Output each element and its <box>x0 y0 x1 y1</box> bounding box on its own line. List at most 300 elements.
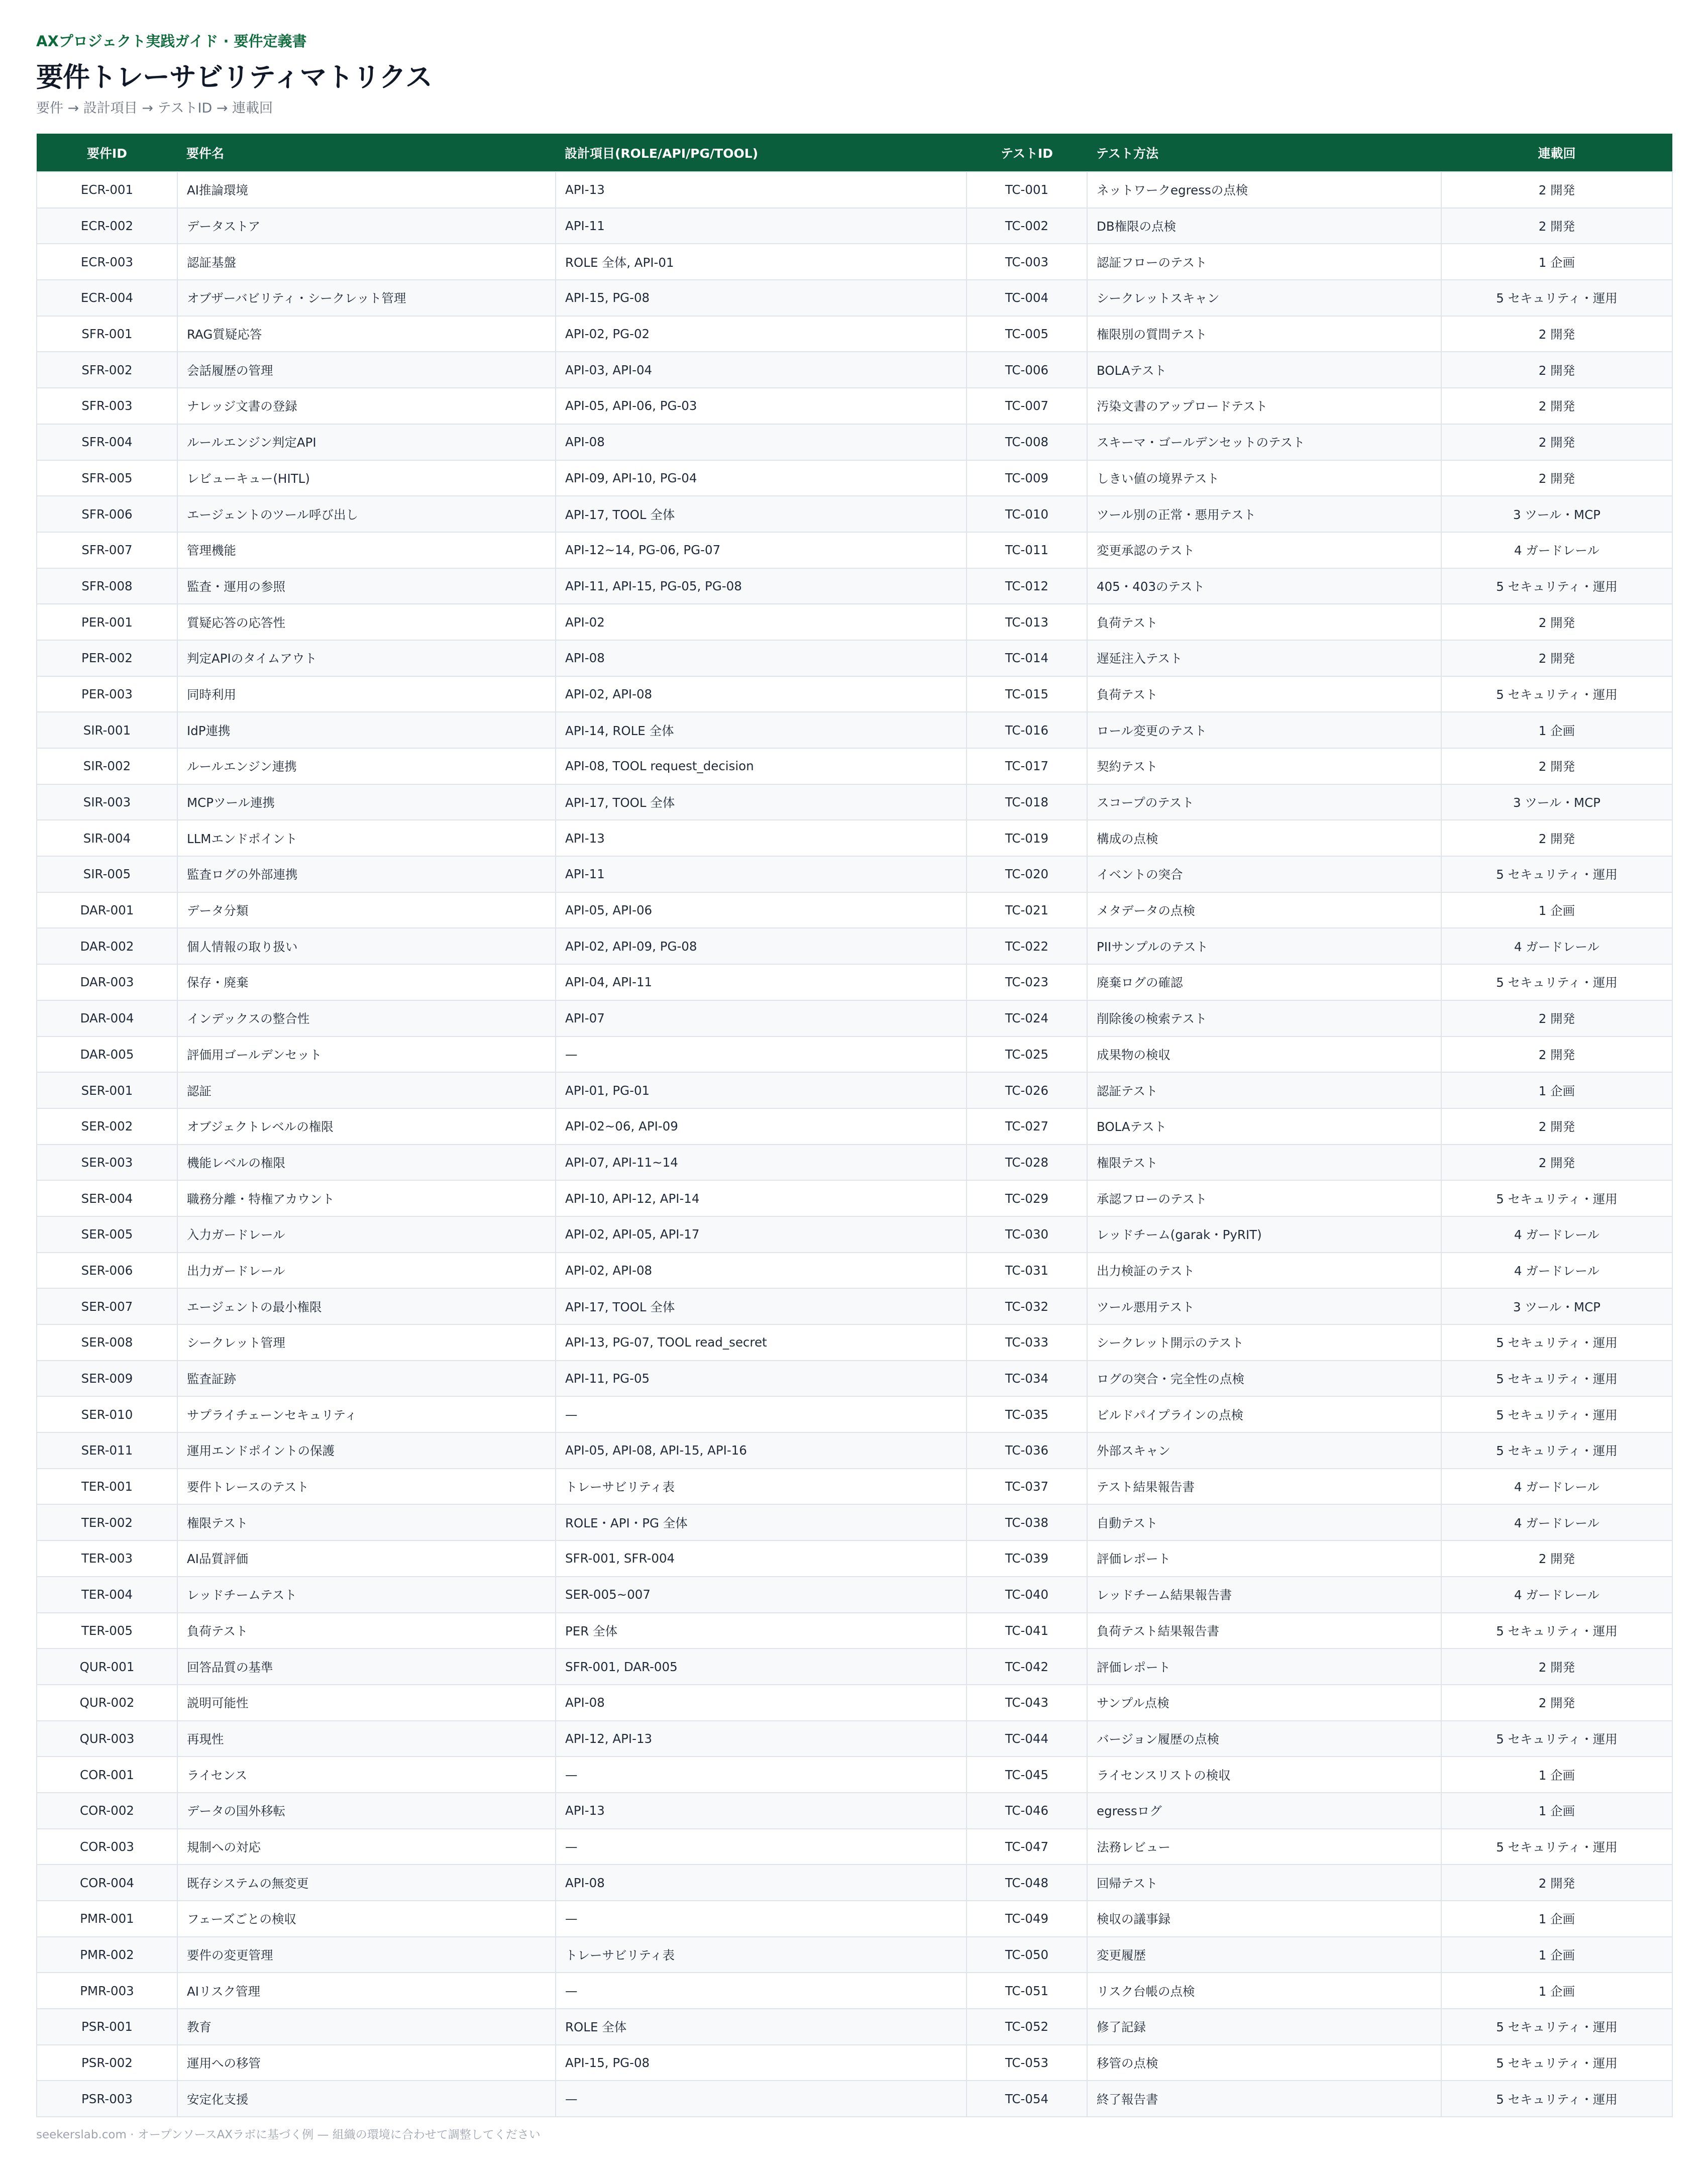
test-id-cell: TC-049 <box>967 1901 1087 1937</box>
design-items-cell: API-12, API-13 <box>556 1721 967 1757</box>
series-part-cell: 4 ガードレール <box>1441 928 1672 964</box>
design-items-cell: API-14, ROLE 全体 <box>556 712 967 748</box>
requirement-name-cell: AI品質評価 <box>177 1540 556 1577</box>
test-id-cell: TC-011 <box>967 532 1087 568</box>
table-row <box>37 2045 1672 2081</box>
column-header-requirement-id: 要件ID <box>86 146 128 161</box>
test-method-cell: 検収の議事録 <box>1087 1901 1441 1937</box>
series-part-cell: 4 ガードレール <box>1441 1504 1672 1540</box>
requirement-name-cell: AIリスク管理 <box>177 1973 556 2009</box>
requirement-id-cell: SIR-001 <box>37 712 177 748</box>
table-row <box>37 928 1672 964</box>
test-method-cell: 廃棄ログの確認 <box>1087 964 1441 1000</box>
table-row <box>37 1577 1672 1613</box>
series-part-cell: 2 開発 <box>1441 1145 1672 1181</box>
test-id-cell: TC-012 <box>967 568 1087 604</box>
test-id-cell: TC-044 <box>967 1721 1087 1757</box>
requirement-name-cell: 認証 <box>177 1072 556 1108</box>
table-row <box>37 1540 1672 1577</box>
design-items-cell: トレーサビリティ表 <box>556 1937 967 1973</box>
requirement-id-cell: TER-004 <box>37 1577 177 1613</box>
test-method-cell: 出力検証のテスト <box>1087 1253 1441 1289</box>
test-id-cell: TC-027 <box>967 1108 1087 1145</box>
requirement-id-cell: PER-001 <box>37 604 177 640</box>
table-row <box>37 892 1672 928</box>
requirement-id-cell: PMR-002 <box>37 1937 177 1973</box>
table-row <box>37 712 1672 748</box>
design-items-cell: — <box>556 1901 967 1937</box>
requirement-name-cell: フェーズごとの検収 <box>177 1901 556 1937</box>
series-part-cell: 4 ガードレール <box>1441 1253 1672 1289</box>
requirement-name-cell: ナレッジ文書の登録 <box>177 388 556 424</box>
requirement-id-cell: SER-002 <box>37 1108 177 1145</box>
series-part-cell: 5 セキュリティ・運用 <box>1441 856 1672 892</box>
requirement-id-cell: SER-008 <box>37 1324 177 1361</box>
test-method-cell: 負荷テスト結果報告書 <box>1087 1613 1441 1649</box>
column-header-series-part: 連載回 <box>1538 146 1576 161</box>
table-row <box>37 1721 1672 1757</box>
requirement-name-cell: オブジェクトレベルの権限 <box>177 1108 556 1145</box>
table-row <box>37 1757 1672 1793</box>
series-part-cell: 2 開発 <box>1441 208 1672 244</box>
requirement-id-cell: SFR-003 <box>37 388 177 424</box>
requirement-id-cell: COR-004 <box>37 1865 177 1901</box>
requirement-name-cell: 運用エンドポイントの保護 <box>177 1432 556 1469</box>
requirement-name-cell: 運用への移管 <box>177 2045 556 2081</box>
requirement-id-cell: SER-001 <box>37 1072 177 1108</box>
requirement-name-cell: データの国外移転 <box>177 1793 556 1829</box>
requirement-id-cell: TER-005 <box>37 1613 177 1649</box>
page-title: 要件トレーサビリティマトリクス <box>36 61 432 93</box>
series-part-cell: 2 開発 <box>1441 1648 1672 1685</box>
test-id-cell: TC-005 <box>967 316 1087 352</box>
document <box>36 31 1672 2107</box>
requirement-id-cell: DAR-005 <box>37 1037 177 1073</box>
requirement-id-cell: PSR-002 <box>37 2045 177 2081</box>
requirement-name-cell: 安定化支援 <box>177 2081 556 2117</box>
column-header-design-items: 設計項目(ROLE/API/PG/TOOL) <box>565 146 759 161</box>
table-row <box>37 280 1672 316</box>
test-id-cell: TC-047 <box>967 1829 1087 1865</box>
requirement-name-cell: MCPツール連携 <box>177 784 556 820</box>
design-items-cell: API-08 <box>556 424 967 460</box>
design-items-cell: API-12~14, PG-06, PG-07 <box>556 532 967 568</box>
table-row <box>37 496 1672 532</box>
test-id-cell: TC-036 <box>967 1432 1087 1469</box>
table-row <box>37 1973 1672 2009</box>
series-part-cell: 1 企画 <box>1441 1072 1672 1108</box>
requirement-name-cell: 教育 <box>177 2009 556 2045</box>
series-part-cell: 5 セキュリティ・運用 <box>1441 2009 1672 2045</box>
test-id-cell: TC-029 <box>967 1180 1087 1216</box>
series-part-cell: 5 セキュリティ・運用 <box>1441 676 1672 712</box>
design-items-cell: SFR-001, SFR-004 <box>556 1540 967 1577</box>
design-items-cell: API-17, TOOL 全体 <box>556 784 967 820</box>
test-method-cell: 405・403のテスト <box>1087 568 1441 604</box>
design-items-cell: — <box>556 1973 967 2009</box>
table-row <box>37 1685 1672 1721</box>
test-method-cell: ログの突合・完全性の点検 <box>1087 1361 1441 1397</box>
table-row <box>37 1180 1672 1216</box>
test-method-cell: 回帰テスト <box>1087 1865 1441 1901</box>
table-row <box>37 172 1672 208</box>
design-items-cell: SER-005~007 <box>556 1577 967 1613</box>
test-method-cell: 移管の点検 <box>1087 2045 1441 2081</box>
test-method-cell: 修了記録 <box>1087 2009 1441 2045</box>
test-method-cell: DB権限の点検 <box>1087 208 1441 244</box>
table-row <box>37 640 1672 676</box>
table-row <box>37 1037 1672 1073</box>
design-items-cell: API-11 <box>556 208 967 244</box>
requirement-id-cell: TER-002 <box>37 1504 177 1540</box>
design-items-cell: API-09, API-10, PG-04 <box>556 460 967 496</box>
requirement-name-cell: シークレット管理 <box>177 1324 556 1361</box>
document-series-label: AXプロジェクト実践ガイド · 要件定義書 <box>36 33 307 50</box>
test-id-cell: TC-001 <box>967 172 1087 208</box>
test-id-cell: TC-016 <box>967 712 1087 748</box>
design-items-cell: PER 全体 <box>556 1613 967 1649</box>
design-items-cell: API-17, TOOL 全体 <box>556 1288 967 1324</box>
requirement-id-cell: QUR-003 <box>37 1721 177 1757</box>
requirement-name-cell: 会話履歴の管理 <box>177 352 556 388</box>
design-items-cell: API-02, API-08 <box>556 676 967 712</box>
requirement-id-cell: SIR-005 <box>37 856 177 892</box>
requirement-name-cell: 判定APIのタイムアウト <box>177 640 556 676</box>
requirement-id-cell: SER-007 <box>37 1288 177 1324</box>
requirement-name-cell: ルールエンジン判定API <box>177 424 556 460</box>
table-row <box>37 1865 1672 1901</box>
table-row <box>37 1469 1672 1505</box>
design-items-cell: API-10, API-12, API-14 <box>556 1180 967 1216</box>
requirement-name-cell: IdP連携 <box>177 712 556 748</box>
requirement-name-cell: 評価用ゴールデンセット <box>177 1037 556 1073</box>
table-row <box>37 1288 1672 1324</box>
test-id-cell: TC-002 <box>967 208 1087 244</box>
column-header-test-method: テスト方法 <box>1096 146 1159 161</box>
test-method-cell: egressログ <box>1087 1793 1441 1829</box>
series-part-cell: 5 セキュリティ・運用 <box>1441 964 1672 1000</box>
traceability-table <box>36 134 1673 2117</box>
series-part-cell: 1 企画 <box>1441 1937 1672 1973</box>
requirement-name-cell: サプライチェーンセキュリティ <box>177 1396 556 1432</box>
requirement-name-cell: ルールエンジン連携 <box>177 748 556 784</box>
design-items-cell: API-08, TOOL request_decision <box>556 748 967 784</box>
test-id-cell: TC-051 <box>967 1973 1087 2009</box>
requirement-id-cell: TER-001 <box>37 1469 177 1505</box>
design-items-cell: ROLE・API・PG 全体 <box>556 1504 967 1540</box>
series-part-cell: 1 企画 <box>1441 1901 1672 1937</box>
test-method-cell: 汚染文書のアップロードテスト <box>1087 388 1441 424</box>
test-method-cell: しきい値の境界テスト <box>1087 460 1441 496</box>
series-part-cell: 2 開発 <box>1441 1685 1672 1721</box>
requirement-name-cell: 入力ガードレール <box>177 1216 556 1253</box>
series-part-cell: 1 企画 <box>1441 712 1672 748</box>
test-id-cell: TC-037 <box>967 1469 1087 1505</box>
series-part-cell: 1 企画 <box>1441 892 1672 928</box>
design-items-cell: API-07 <box>556 1000 967 1037</box>
test-id-cell: TC-024 <box>967 1000 1087 1037</box>
test-method-cell: 構成の点検 <box>1087 820 1441 856</box>
test-method-cell: 負荷テスト <box>1087 676 1441 712</box>
requirement-name-cell: 保存・廃棄 <box>177 964 556 1000</box>
series-part-cell: 1 企画 <box>1441 1973 1672 2009</box>
test-id-cell: TC-010 <box>967 496 1087 532</box>
requirement-id-cell: SFR-004 <box>37 424 177 460</box>
requirement-name-cell: レッドチームテスト <box>177 1577 556 1613</box>
test-id-cell: TC-052 <box>967 2009 1087 2045</box>
requirement-id-cell: SFR-005 <box>37 460 177 496</box>
test-id-cell: TC-034 <box>967 1361 1087 1397</box>
requirement-name-cell: 個人情報の取り扱い <box>177 928 556 964</box>
design-items-cell: — <box>556 2081 967 2117</box>
table-row <box>37 1504 1672 1540</box>
series-part-cell: 5 セキュリティ・運用 <box>1441 1829 1672 1865</box>
test-method-cell: スキーマ・ゴールデンセットのテスト <box>1087 424 1441 460</box>
table-row <box>37 1396 1672 1432</box>
table-row <box>37 2009 1672 2045</box>
design-items-cell: API-17, TOOL 全体 <box>556 496 967 532</box>
test-method-cell: 自動テスト <box>1087 1504 1441 1540</box>
requirement-name-cell: 認証基盤 <box>177 244 556 280</box>
series-part-cell: 2 開発 <box>1441 388 1672 424</box>
requirement-id-cell: SER-005 <box>37 1216 177 1253</box>
requirement-id-cell: SFR-007 <box>37 532 177 568</box>
requirement-id-cell: QUR-001 <box>37 1648 177 1685</box>
requirement-name-cell: RAG質疑応答 <box>177 316 556 352</box>
design-items-cell: — <box>556 1396 967 1432</box>
test-method-cell: 評価レポート <box>1087 1648 1441 1685</box>
table-row <box>37 1901 1672 1937</box>
design-items-cell: API-07, API-11~14 <box>556 1145 967 1181</box>
table-row <box>37 532 1672 568</box>
table-row <box>37 1253 1672 1289</box>
requirement-id-cell: SFR-001 <box>37 316 177 352</box>
requirement-name-cell: 同時利用 <box>177 676 556 712</box>
test-method-cell: シークレット開示のテスト <box>1087 1324 1441 1361</box>
requirement-id-cell: SFR-006 <box>37 496 177 532</box>
design-items-cell: API-13 <box>556 172 967 208</box>
design-items-cell: API-11 <box>556 856 967 892</box>
design-items-cell: API-15, PG-08 <box>556 280 967 316</box>
test-method-cell: サンプル点検 <box>1087 1685 1441 1721</box>
requirement-name-cell: 要件トレースのテスト <box>177 1469 556 1505</box>
test-id-cell: TC-021 <box>967 892 1087 928</box>
test-method-cell: ロール変更のテスト <box>1087 712 1441 748</box>
test-id-cell: TC-045 <box>967 1757 1087 1793</box>
test-id-cell: TC-038 <box>967 1504 1087 1540</box>
requirement-name-cell: 再現性 <box>177 1721 556 1757</box>
test-id-cell: TC-033 <box>967 1324 1087 1361</box>
series-part-cell: 5 セキュリティ・運用 <box>1441 1721 1672 1757</box>
design-items-cell: — <box>556 1037 967 1073</box>
requirement-id-cell: SFR-002 <box>37 352 177 388</box>
table-row <box>37 1108 1672 1145</box>
test-method-cell: 認証フローのテスト <box>1087 244 1441 280</box>
test-method-cell: ツール別の正常・悪用テスト <box>1087 496 1441 532</box>
test-method-cell: リスク台帳の点検 <box>1087 1973 1441 2009</box>
series-part-cell: 5 セキュリティ・運用 <box>1441 1613 1672 1649</box>
series-part-cell: 2 開発 <box>1441 316 1672 352</box>
design-items-cell: API-02 <box>556 604 967 640</box>
table-row <box>37 604 1672 640</box>
test-method-cell: メタデータの点検 <box>1087 892 1441 928</box>
test-method-cell: テスト結果報告書 <box>1087 1469 1441 1505</box>
table-row <box>37 676 1672 712</box>
requirement-id-cell: PER-003 <box>37 676 177 712</box>
design-items-cell: SFR-001, DAR-005 <box>556 1648 967 1685</box>
test-id-cell: TC-004 <box>967 280 1087 316</box>
test-id-cell: TC-032 <box>967 1288 1087 1324</box>
table-row <box>37 1937 1672 1973</box>
table-row <box>37 748 1672 784</box>
test-method-cell: 権限別の質問テスト <box>1087 316 1441 352</box>
requirement-name-cell: 要件の変更管理 <box>177 1937 556 1973</box>
requirement-name-cell: 既存システムの無変更 <box>177 1865 556 1901</box>
requirement-id-cell: SFR-008 <box>37 568 177 604</box>
test-method-cell: 認証テスト <box>1087 1072 1441 1108</box>
requirement-name-cell: レビューキュー(HITL) <box>177 460 556 496</box>
requirement-name-cell: データ分類 <box>177 892 556 928</box>
series-part-cell: 4 ガードレール <box>1441 1216 1672 1253</box>
series-part-cell: 4 ガードレール <box>1441 1469 1672 1505</box>
requirement-id-cell: TER-003 <box>37 1540 177 1577</box>
test-method-cell: BOLAテスト <box>1087 1108 1441 1145</box>
requirement-name-cell: 監査・運用の参照 <box>177 568 556 604</box>
design-items-cell: API-11, PG-05 <box>556 1361 967 1397</box>
design-items-cell: API-03, API-04 <box>556 352 967 388</box>
design-items-cell: API-13 <box>556 1793 967 1829</box>
series-part-cell: 5 セキュリティ・運用 <box>1441 2081 1672 2117</box>
design-items-cell: API-08 <box>556 1865 967 1901</box>
series-part-cell: 5 セキュリティ・運用 <box>1441 1396 1672 1432</box>
table-row <box>37 1324 1672 1361</box>
table-row <box>37 424 1672 460</box>
table-row <box>37 856 1672 892</box>
test-id-cell: TC-022 <box>967 928 1087 964</box>
design-items-cell: API-02, PG-02 <box>556 316 967 352</box>
series-part-cell: 2 開発 <box>1441 1108 1672 1145</box>
test-id-cell: TC-035 <box>967 1396 1087 1432</box>
test-method-cell: バージョン履歴の点検 <box>1087 1721 1441 1757</box>
requirement-name-cell: 回答品質の基準 <box>177 1648 556 1685</box>
footer-note: seekerslab.com · オープンソースAXラボに基づく例 — 組織の環境に合わせて調整してください <box>36 2128 541 2141</box>
requirement-id-cell: DAR-004 <box>37 1000 177 1037</box>
design-items-cell: API-05, API-06 <box>556 892 967 928</box>
requirement-name-cell: インデックスの整合性 <box>177 1000 556 1037</box>
requirement-id-cell: SER-003 <box>37 1145 177 1181</box>
test-method-cell: BOLAテスト <box>1087 352 1441 388</box>
design-items-cell: API-01, PG-01 <box>556 1072 967 1108</box>
table-row <box>37 1613 1672 1649</box>
series-part-cell: 4 ガードレール <box>1441 532 1672 568</box>
requirement-name-cell: LLMエンドポイント <box>177 820 556 856</box>
test-id-cell: TC-040 <box>967 1577 1087 1613</box>
test-method-cell: レッドチーム結果報告書 <box>1087 1577 1441 1613</box>
series-part-cell: 2 開発 <box>1441 1865 1672 1901</box>
requirement-name-cell: 監査ログの外部連携 <box>177 856 556 892</box>
test-id-cell: TC-050 <box>967 1937 1087 1973</box>
design-items-cell: API-13, PG-07, TOOL read_secret <box>556 1324 967 1361</box>
requirement-id-cell: COR-003 <box>37 1829 177 1865</box>
requirement-id-cell: PER-002 <box>37 640 177 676</box>
table-row <box>37 1432 1672 1469</box>
test-method-cell: PIIサンプルのテスト <box>1087 928 1441 964</box>
requirement-id-cell: SIR-002 <box>37 748 177 784</box>
table-row <box>37 1072 1672 1108</box>
requirement-id-cell: SER-009 <box>37 1361 177 1397</box>
requirement-name-cell: 管理機能 <box>177 532 556 568</box>
test-id-cell: TC-008 <box>967 424 1087 460</box>
table-row <box>37 1145 1672 1181</box>
series-part-cell: 3 ツール・MCP <box>1441 496 1672 532</box>
series-part-cell: 5 セキュリティ・運用 <box>1441 1180 1672 1216</box>
test-method-cell: 法務レビュー <box>1087 1829 1441 1865</box>
test-method-cell: 負荷テスト <box>1087 604 1441 640</box>
design-items-cell: API-13 <box>556 820 967 856</box>
requirement-id-cell: SIR-003 <box>37 784 177 820</box>
test-id-cell: TC-031 <box>967 1253 1087 1289</box>
requirement-id-cell: QUR-002 <box>37 1685 177 1721</box>
table-row <box>37 388 1672 424</box>
test-id-cell: TC-014 <box>967 640 1087 676</box>
table-row <box>37 244 1672 280</box>
test-method-cell: 外部スキャン <box>1087 1432 1441 1469</box>
design-items-cell: トレーサビリティ表 <box>556 1469 967 1505</box>
test-method-cell: 遅延注入テスト <box>1087 640 1441 676</box>
test-id-cell: TC-013 <box>967 604 1087 640</box>
test-id-cell: TC-020 <box>967 856 1087 892</box>
test-id-cell: TC-041 <box>967 1613 1087 1649</box>
design-items-cell: API-02, API-05, API-17 <box>556 1216 967 1253</box>
table-row <box>37 1648 1672 1685</box>
table-row <box>37 1000 1672 1037</box>
test-method-cell: 評価レポート <box>1087 1540 1441 1577</box>
test-id-cell: TC-042 <box>967 1648 1087 1685</box>
test-id-cell: TC-017 <box>967 748 1087 784</box>
series-part-cell: 2 開発 <box>1441 1540 1672 1577</box>
requirement-id-cell: PMR-003 <box>37 1973 177 2009</box>
requirement-id-cell: COR-002 <box>37 1793 177 1829</box>
requirement-name-cell: データストア <box>177 208 556 244</box>
requirement-name-cell: 質疑応答の応答性 <box>177 604 556 640</box>
series-part-cell: 1 企画 <box>1441 1757 1672 1793</box>
series-part-cell: 4 ガードレール <box>1441 1577 1672 1613</box>
test-id-cell: TC-003 <box>967 244 1087 280</box>
test-id-cell: TC-054 <box>967 2081 1087 2117</box>
test-method-cell: 変更履歴 <box>1087 1937 1441 1973</box>
table-header <box>37 134 1672 172</box>
requirement-id-cell: DAR-001 <box>37 892 177 928</box>
test-id-cell: TC-026 <box>967 1072 1087 1108</box>
test-id-cell: TC-007 <box>967 388 1087 424</box>
requirement-id-cell: ECR-004 <box>37 280 177 316</box>
series-part-cell: 1 企画 <box>1441 244 1672 280</box>
series-part-cell: 5 セキュリティ・運用 <box>1441 1432 1672 1469</box>
requirement-id-cell: SER-010 <box>37 1396 177 1432</box>
requirement-name-cell: 出力ガードレール <box>177 1253 556 1289</box>
test-method-cell: ネットワークegressの点検 <box>1087 172 1441 208</box>
series-part-cell: 2 開発 <box>1441 640 1672 676</box>
design-items-cell: ROLE 全体 <box>556 2009 967 2045</box>
design-items-cell: API-02~06, API-09 <box>556 1108 967 1145</box>
requirement-id-cell: ECR-002 <box>37 208 177 244</box>
test-method-cell: 削除後の検索テスト <box>1087 1000 1441 1037</box>
test-method-cell: イベントの突合 <box>1087 856 1441 892</box>
series-part-cell: 2 開発 <box>1441 1000 1672 1037</box>
test-id-cell: TC-039 <box>967 1540 1087 1577</box>
design-items-cell: API-02, API-09, PG-08 <box>556 928 967 964</box>
requirement-id-cell: SER-011 <box>37 1432 177 1469</box>
